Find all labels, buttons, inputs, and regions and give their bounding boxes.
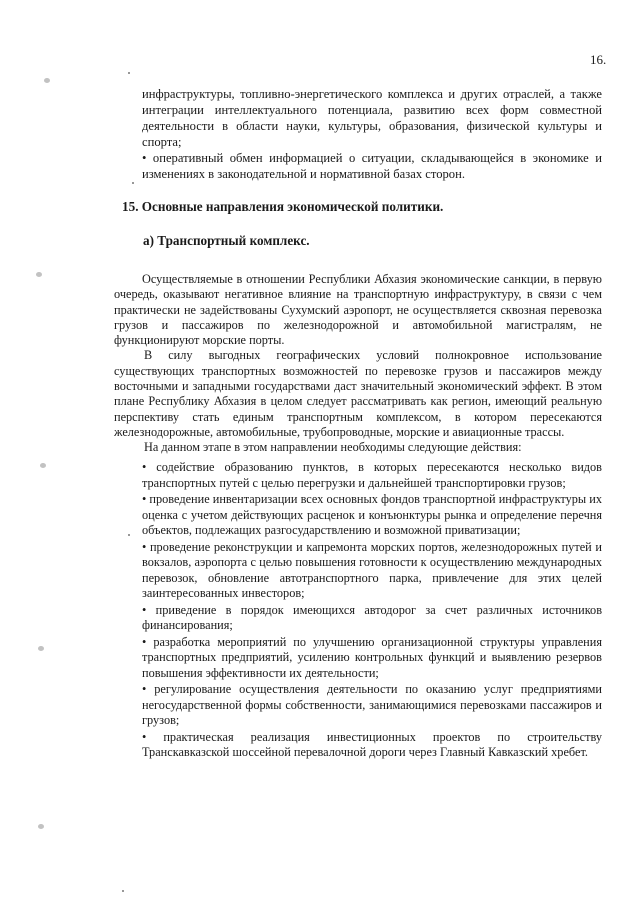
scan-dot xyxy=(132,182,134,184)
subsection-heading: а) Транспортный комплекс. xyxy=(143,233,310,248)
scan-mark xyxy=(38,824,44,829)
action-item: • регулирование осуществления деятельности по оказанию услуг предприятиями негосударственной формы собственности, занимающимися перевозками пассажиров и грузов; xyxy=(142,682,602,727)
scan-dot xyxy=(122,890,124,892)
scan-mark xyxy=(38,646,44,651)
action-item: • приведение в порядок имеющихся автодорог за счет различных источников финансирования; xyxy=(142,602,602,632)
section-heading: 15. Основные направления экономической политики. xyxy=(122,199,444,214)
page-number: 16. xyxy=(590,52,607,67)
scan-mark xyxy=(36,272,42,277)
action-item: • проведение реконструкции и капремонта морских портов, железнодорожных путей и вокзалов, аэропорта с целью повышения готовности к осуществлению международных перевозок, обновление автотранспортного парка, привлечение для этих целей заинтересованных инвесторов; xyxy=(142,539,602,600)
intro-paragraph: инфраструктуры, топливно-энергетического комплекса и других отраслей, а также интеграции интеллектуального потенциала, развитию всех форм совместной деятельности в области науки, культуры, образования, физической культуры и спорта; xyxy=(142,87,602,149)
action-item: • содействие образованию пунктов, в которых пересекаются несколько видов транспортных путей с целью перегрузки и дальнейшей транспортировки грузов; xyxy=(142,460,602,490)
action-item: • практическая реализация инвестиционных проектов по строительству Транскавказской шоссейной перевалочной дороги через Главный Кавказский хребет. xyxy=(142,729,602,759)
action-item: • разработка мероприятий по улучшению организационной структуры управления транспортных предприятий, усилению контрольных функций и выявлению резервов повышения эффективности их деятельности; xyxy=(142,634,602,680)
intro-bullet: • оперативный обмен информацией о ситуации, складывающейся в экономике и изменениях в законодательной и нормативной базах сторон. xyxy=(142,151,602,181)
intro-text xyxy=(142,86,602,182)
actions-list xyxy=(142,460,602,762)
body-paragraph: На данном этапе в этом направлении необходимы следующие действия: xyxy=(144,440,522,455)
body-paragraph: Осуществляемые в отношении Республики Абхазия экономические санкции, в первую очередь, оказывают негативное влияние на транспортную инфраструктуру, в связи с чем практически не задействованы Сухумский аэропорт, не осуществляется сквозная перевозка грузов и пассажиров по железнодорожной и автомобильной магистралям, не функционируют морские порты. xyxy=(114,272,602,348)
body-paragraph: В силу выгодных географических условий полнокровное использование существующих транспортных возможностей по перевозке грузов и пассажиров между восточными и западными государствами даст значительный экономический эффект. В этом плане Республику Абхазия в целом следует рассматривать как регион, имеющий реальную перспективу стать единым транспортным комплексом, в котором пересекаются железнодорожные, автомобильные, трубопроводные, морские и авиационные трассы. xyxy=(114,348,602,439)
scan-mark xyxy=(40,463,46,468)
scan-dot xyxy=(128,72,130,74)
scan-mark xyxy=(44,78,50,83)
action-item: • проведение инвентаризации всех основных фондов транспортной инфраструктуры их оценка с учетом действующих расценок и конъюнктуры рынка и определение перечня объектов, подлежащих разгосударствлению и возможной приватизации; xyxy=(142,492,602,537)
body-text xyxy=(114,272,602,456)
scan-dot xyxy=(128,534,130,536)
